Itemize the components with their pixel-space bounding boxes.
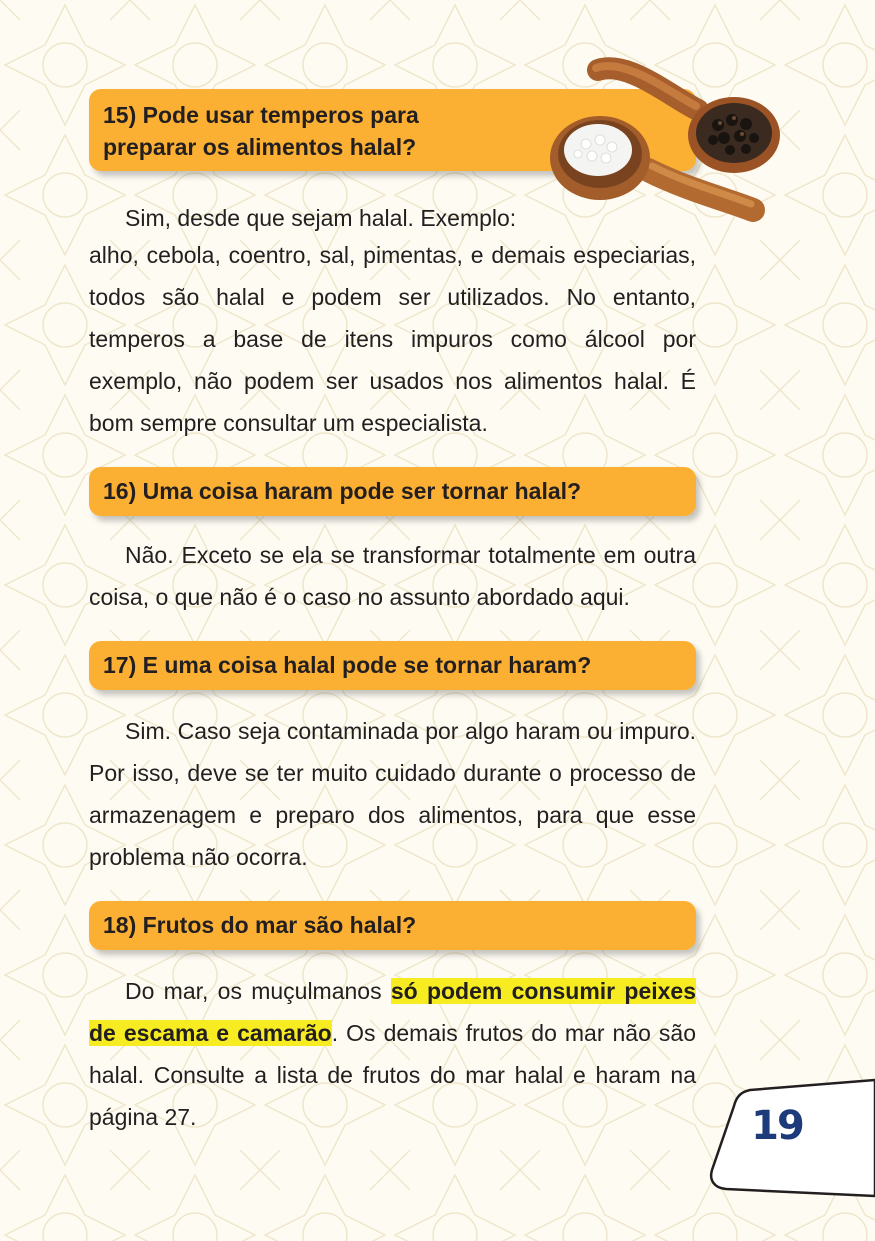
question-18-heading: 18) Frutos do mar são halal? [89, 901, 696, 950]
answer-17-text: Sim. Caso seja contaminada por algo haram ou impuro. Por isso, deve se ter muito cuidado durante o processo de armazenagem e preparo dos alimentos, para que esse problema não ocorra. [89, 718, 696, 870]
answer-18-highlight: só podem consumir peixes de escama e camarão [89, 978, 697, 1046]
question-15-heading: 15) Pode usar temperos para preparar os alimentos halal? [89, 89, 696, 171]
answer-18-end: . Os demais frutos do mar não são halal. Consulte a lista de frutos do mar halal e haram na página 27. [89, 1020, 697, 1130]
page-number: 19 [751, 1103, 803, 1149]
answer-16-text: Não. Exceto se ela se transformar totalmente em outra coisa, o que não é o caso no assunto abordado aqui. [89, 542, 696, 610]
question-17-heading: 17) E uma coisa halal pode se tornar haram? [89, 641, 696, 690]
answer-15-text: alho, cebola, coentro, sal, pimentas, e demais especiarias, todos são halal e podem ser utilizados. No entanto, temperos a base de itens impuros como álcool por exemplo, não podem ser usados nos alimentos halal. É bom sempre consultar um especialista. [89, 242, 696, 436]
answer-18-text [89, 970, 696, 1138]
answer-18-start: Do mar, os muçulmanos [125, 978, 391, 1004]
answer-15-first-line: Sim, desde que sejam halal. Exemplo: [125, 205, 517, 231]
question-16-heading: 16) Uma coisa haram pode ser tornar halal? [89, 467, 696, 516]
